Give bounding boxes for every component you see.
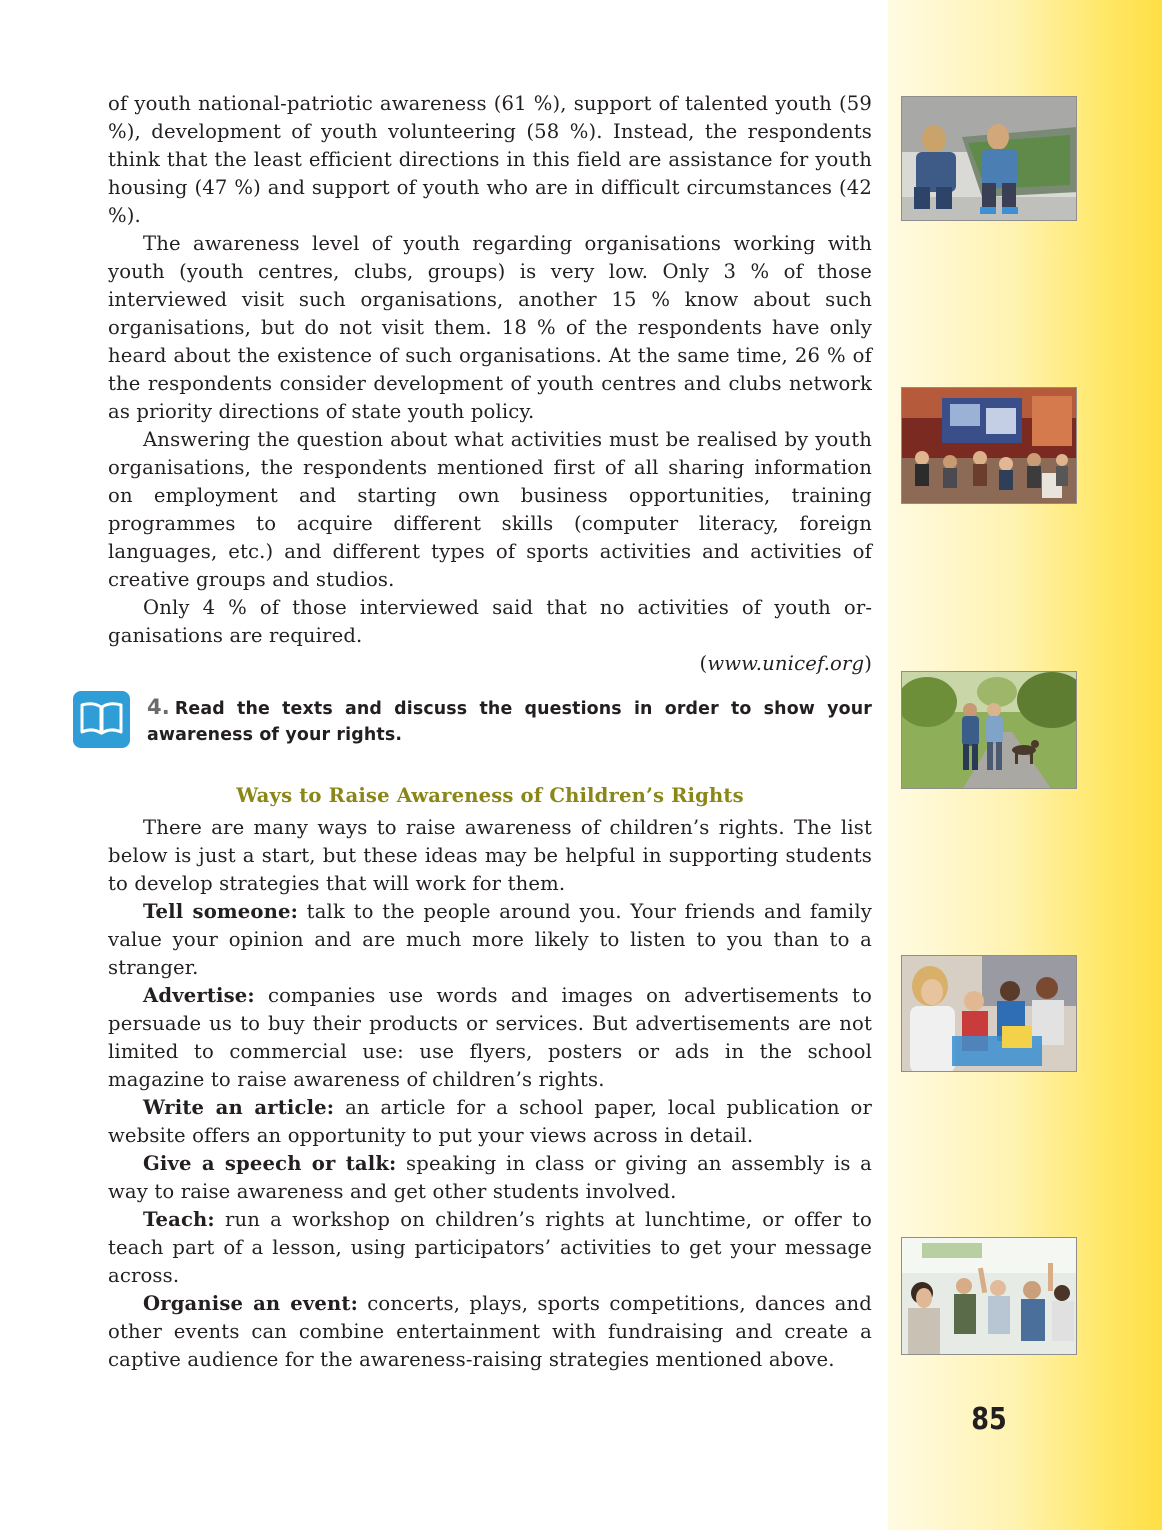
paragraph-4: Only 4 % of those interviewed said that no activities of youth organisations are required. <box>108 596 872 647</box>
item-text: companies use words and images on advertisements to persuade us to buy their products or services. But advertisements are not limited to commercial use: use flyers, posters or ads in the school magazine to raise awareness of children’s rights. <box>108 984 872 1091</box>
photo-teens-sitting <box>901 96 1077 221</box>
list-item <box>108 1206 872 1290</box>
list-item <box>108 1150 872 1206</box>
item-term: Give a speech or talk: <box>143 1152 397 1175</box>
section-intro: There are many ways to raise awareness of children’s rights. The list below is just a start, but these ideas may be helpful in supporting students to develop strategies that will work for them. <box>108 816 872 895</box>
photo-youth-gathering <box>901 387 1077 504</box>
task-text: Read the texts and discuss the questions in order to show your awareness of your rights. <box>147 699 872 745</box>
item-text: talk to the people around you. Your friends and family value your opinion and are much more likely to listen to you than to a stranger. <box>108 900 872 979</box>
task-instruction <box>147 694 872 748</box>
item-term: Organise an event: <box>143 1292 358 1315</box>
paragraph-2: The awareness level of youth regarding organisations working with youth (youth centres, clubs, groups) is very low. Only 3 % of those interviewed visit such organisations, another 15 % know about such organisations, but do not visit them. 18 % of the respondents have only heard about the existence of such organisations. At the same time, 26 % of the respondents consider development of youth centres and clubs network as priority directions of state youth policy. <box>108 232 872 423</box>
source-citation <box>108 650 872 678</box>
photo-classroom-audience <box>901 1237 1077 1355</box>
photo-couple-walking-dog <box>901 671 1077 789</box>
page-number: 85 <box>971 1402 1007 1437</box>
item-term: Advertise: <box>143 984 255 1007</box>
list-item <box>108 1290 872 1374</box>
paragraph-1: of youth national-patriotic awareness (61 %), support of talented youth (59 %), development of youth volunteering (58 %). Instead, the respondents think that the least efficient directions in this field are assistance for youth housing (47 %) and support of youth who are in difficult circumstances (42 %). <box>108 92 872 227</box>
item-text: speaking in class or giving an assembly is a way to raise awareness and get other students involved. <box>108 1152 872 1203</box>
open-book-icon <box>73 691 130 748</box>
photo-children-group <box>901 955 1077 1072</box>
source-open: ( <box>699 652 708 675</box>
item-text: an article for a school paper, local publication or website offers an opportunity to put your views across in detail. <box>108 1096 872 1147</box>
section-heading: Ways to Raise Awareness of Children’s Rights <box>236 784 744 807</box>
paragraph-3: Answering the question about what activities must be realised by youth organisations, the respondents mentioned first of all sharing information on employment and starting own business opportunities, training programmes to acquire different skills (computer literacy, foreign languages, etc.) and different types of sports activities and activities of creative groups and studios. <box>108 428 872 591</box>
list-item <box>108 982 872 1094</box>
item-text: concerts, plays, sports competitions, dances and other events can combine entertainment with fundraising and create a captive audience for the awareness-raising strategies mentioned above. <box>108 1292 872 1371</box>
task-number: 4. <box>147 695 170 719</box>
item-text: run a workshop on children’s rights at lunchtime, or offer to teach part of a lesson, using participators’ activities to get your message across. <box>108 1208 872 1287</box>
item-term: Write an article: <box>143 1096 335 1119</box>
list-item <box>108 898 872 982</box>
item-term: Tell someone: <box>143 900 299 923</box>
main-text-column <box>108 90 872 1374</box>
source-link: www.unicef.org <box>707 652 865 675</box>
source-close: ) <box>864 652 872 675</box>
item-term: Teach: <box>143 1208 215 1231</box>
task-block <box>108 692 872 754</box>
list-item <box>108 1094 872 1150</box>
